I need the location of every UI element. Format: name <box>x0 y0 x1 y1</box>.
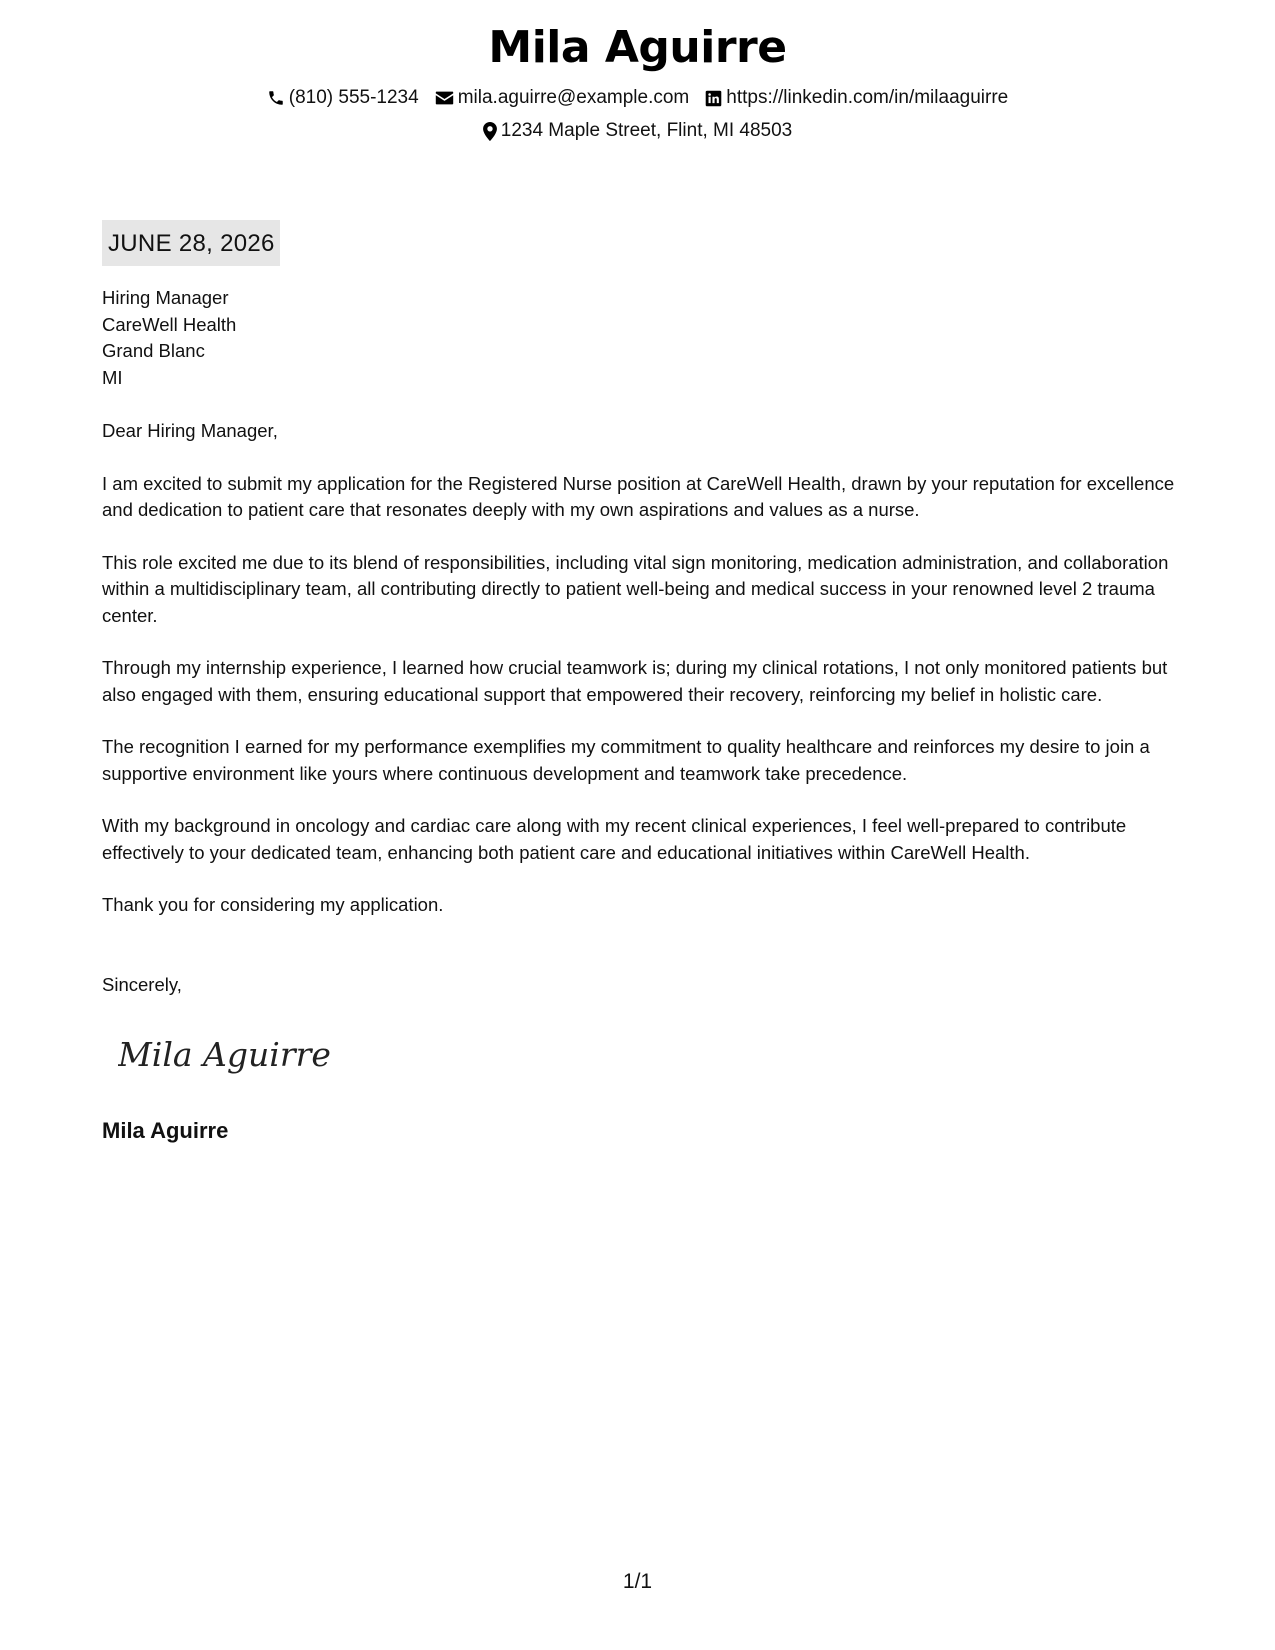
linkedin-contact <box>705 86 1008 110</box>
contact-line-address <box>0 119 1275 143</box>
phone-number[interactable]: (810) 555-1234 <box>288 87 419 108</box>
envelope-icon <box>435 90 454 106</box>
recipient-company: CareWell Health <box>102 313 237 335</box>
body-paragraph: With my background in oncology and cardiac care along with my recent clinical experiences, I feel well-prepared to contribute effectively to your dedicated team, enhancing both patient care and educational initiatives within CareWell Health. <box>102 815 1127 863</box>
recipient-block <box>102 285 236 391</box>
address-contact <box>483 119 793 143</box>
body-paragraph: The recognition I earned for my performance exemplifies my commitment to quality healthcare and reinforces my desire to join a supportive environment like yours where continuous development and teamwork take precedence. <box>102 736 1150 784</box>
email-contact <box>435 86 690 110</box>
handwritten-signature <box>118 1030 358 1080</box>
signer-name: Mila Aguirre <box>102 1118 229 1143</box>
body-paragraph: Thank you for considering my application. <box>102 894 444 915</box>
linkedin-icon <box>705 90 722 107</box>
recipient-state: MI <box>102 366 123 388</box>
map-marker-icon <box>483 122 497 141</box>
body-paragraph: I am excited to submit my application for the Registered Nurse position at CareWell Health, drawn by your reputation for excellence and dedication to patient care that resonates deeply with my own aspirations and values as a nurse. <box>102 472 1175 520</box>
salutation: Dear Hiring Manager, <box>102 420 278 441</box>
recipient-city: Grand Blanc <box>102 340 205 361</box>
phone-contact <box>267 86 419 110</box>
body-paragraph: Through my internship experience, I learned how crucial teamwork is; during my clinical rotations, I not only monitored patients but also engaged with them, ensuring educational support that empowered their recovery, reinforcing my belief in holistic care. <box>102 657 1168 705</box>
letter-header <box>0 20 1275 143</box>
recipient-title: Hiring Manager <box>102 287 229 308</box>
contact-line-primary <box>0 86 1275 110</box>
email-address[interactable]: mila.aguirre@example.com <box>457 87 690 108</box>
page-number: 1/1 <box>622 1570 653 1593</box>
street-address: 1234 Maple Street, Flint, MI 48503 <box>500 120 793 141</box>
signature-text: Mila Aguirre <box>118 1035 331 1074</box>
letter-date: JUNE 28, 2026 <box>102 220 280 266</box>
applicant-name: Mila Aguirre <box>488 22 787 73</box>
linkedin-url[interactable]: https://linkedin.com/in/milaaguirre <box>726 87 1009 108</box>
body-paragraph: This role excited me due to its blend of responsibilities, including vital sign monitoring, medication administration, and collaboration within a multidisciplinary team, all contributing directly to patient well-being and medical success in your renowned level 2 trauma center. <box>102 551 1169 626</box>
closing: Sincerely, <box>102 974 182 995</box>
phone-icon <box>267 89 285 107</box>
letter-body <box>102 418 1182 945</box>
